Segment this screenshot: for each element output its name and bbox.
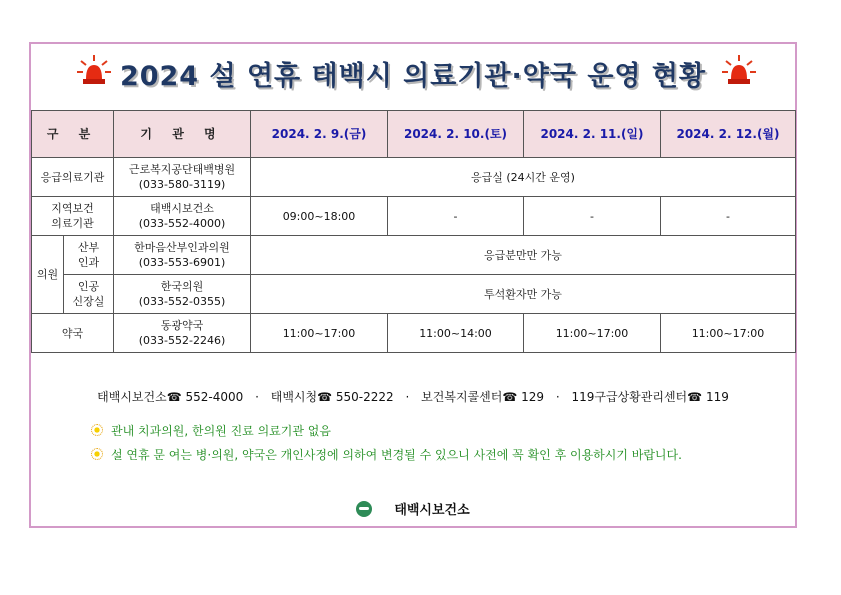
contact-number: 552-4000 — [185, 390, 244, 404]
header-date: 2024. 2. 12.(월) — [661, 111, 796, 158]
phone-icon: ☎ — [502, 390, 518, 404]
separator: · — [405, 390, 410, 404]
table-row — [32, 158, 796, 197]
note-item — [91, 422, 331, 439]
institution-phone: (033-580-3119) — [138, 178, 226, 191]
hours-cell: 11:00~17:00 — [524, 314, 661, 353]
hours-cell: - — [388, 197, 524, 236]
page-title: 2024 설 연휴 태백시 의료기관·약국 운영 현황 — [119, 61, 707, 92]
note-item — [91, 446, 682, 463]
institution-name: 한국의원 — [160, 280, 204, 293]
contact-name: 태백시보건소 — [97, 390, 167, 404]
institution-phone: (033-552-4000) — [138, 217, 226, 230]
schedule-cell: 응급실 (24시간 운영) — [251, 158, 796, 197]
institution-phone: (033-553-6901) — [138, 256, 226, 269]
contact-name: 보건복지콜센터 — [421, 390, 503, 404]
hours-cell: 11:00~17:00 — [251, 314, 388, 353]
row-subcategory: 산부 인과 — [64, 236, 114, 275]
header-category: 구 분 — [32, 111, 114, 158]
hours-cell: - — [524, 197, 661, 236]
row-category: 응급의료기관 — [32, 158, 114, 197]
table-row — [32, 314, 796, 353]
separator: · — [255, 390, 259, 404]
contact-name: 119구급상황관리센터 — [571, 390, 688, 404]
table-row — [32, 236, 796, 275]
row-subcategory: 인공 신장실 — [64, 275, 114, 314]
table-row — [32, 197, 796, 236]
phone-icon: ☎ — [687, 390, 703, 404]
header-institution: 기 관 명 — [114, 111, 251, 158]
issuer-signature — [31, 499, 795, 518]
hours-cell: 11:00~17:00 — [661, 314, 796, 353]
header-date: 2024. 2. 10.(토) — [388, 111, 524, 158]
institution-name: 태백시보건소 — [150, 202, 214, 215]
contact-number: 129 — [521, 390, 545, 404]
institution-phone: (033-552-0355) — [138, 295, 226, 308]
contact-number: 119 — [705, 390, 729, 404]
notice-frame — [29, 42, 797, 528]
phone-icon: ☎ — [317, 390, 333, 404]
operating-schedule-table — [31, 110, 796, 353]
contact-list — [31, 388, 795, 405]
siren-icon — [721, 53, 757, 87]
hours-cell: 11:00~14:00 — [388, 314, 524, 353]
institution-cell — [114, 158, 251, 197]
separator: · — [555, 390, 560, 404]
contact-name: 태백시청 — [270, 390, 318, 404]
institution-phone: (033-552-2246) — [138, 334, 226, 347]
issuer-name: 태백시보건소 — [394, 503, 470, 518]
contact-number: 550-2222 — [335, 390, 394, 404]
row-category: 약국 — [32, 314, 114, 353]
table-row — [32, 275, 796, 314]
phone-icon: ☎ — [166, 390, 182, 404]
hours-cell: - — [661, 197, 796, 236]
institution-cell — [114, 197, 251, 236]
sun-bullet-icon — [91, 424, 103, 436]
schedule-cell: 투석환자만 가능 — [251, 275, 796, 314]
institution-name: 동광약국 — [160, 319, 204, 332]
hours-cell: 09:00~18:00 — [251, 197, 388, 236]
institution-name: 한마음산부인과의원 — [134, 241, 230, 254]
sun-bullet-icon — [91, 448, 103, 460]
note-text: 관내 치과의원, 한의원 진료 의료기관 없음 — [111, 424, 331, 438]
header-date: 2024. 2. 9.(금) — [251, 111, 388, 158]
header-date: 2024. 2. 11.(일) — [524, 111, 661, 158]
schedule-cell: 응급분만만 가능 — [251, 236, 796, 275]
institution-cell — [114, 314, 251, 353]
institution-name: 근로복지공단태백병원 — [128, 163, 236, 176]
row-group-category: 의원 — [32, 236, 64, 314]
table-header-row — [32, 111, 796, 158]
institution-cell — [114, 275, 251, 314]
city-logo-icon — [356, 501, 372, 517]
note-text: 설 연휴 문 여는 병·의원, 약국은 개인사정에 의하여 변경될 수 있으니 사전에 꼭 확인 후 이용하시기 바랍니다. — [111, 448, 682, 462]
institution-cell — [114, 236, 251, 275]
title-bar — [31, 44, 795, 110]
row-category: 지역보건 의료기관 — [32, 197, 114, 236]
